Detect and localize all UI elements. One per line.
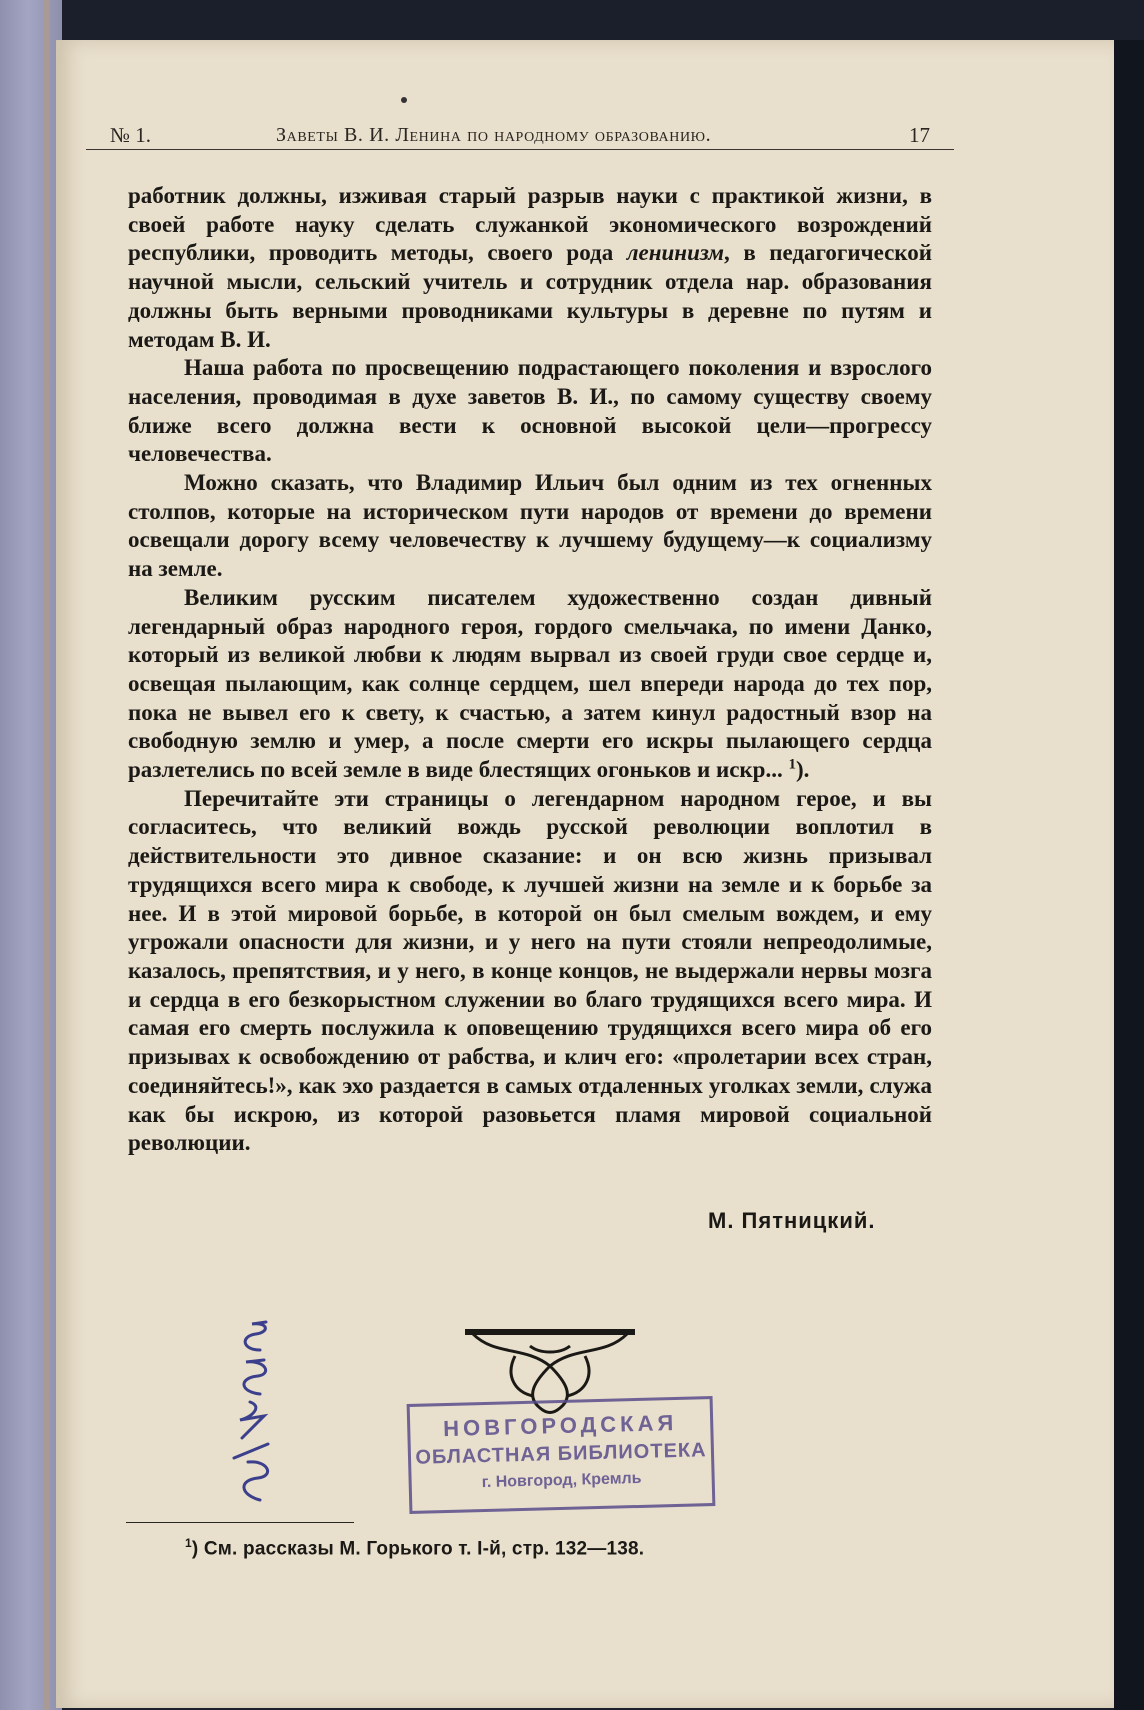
stamp-line-1: НОВГОРОДСКАЯ — [442, 1409, 678, 1442]
running-header — [86, 119, 954, 150]
page-number: 17 — [909, 123, 930, 147]
stamp-line-2: ОБЛАСТНАЯ БИБЛИОТЕКА — [415, 1439, 707, 1469]
paragraph-4 — [128, 584, 932, 785]
emphasis-leninism: ленинизм — [626, 240, 725, 266]
paragraph-5: Перечитайте эти страницы о легендарном народном герое, и вы согласитесь, что великий вождь русской революции воплотил в действительности это дивное сказание: и он всю жизнь призывал трудящихся всего мира к свободе, к лучшей жизни на земле и к борьбе за нее. И в этой мировой борьбе, в которой он был смелым вождем, и ему угрожали опасности для жизни, и у него на пути стояли непреодолимые, казалось, препятствия, и у него, в конце концов, не выдержали нервы мозга и сердца в его безкорыстном служении во благо трудящихся всего мира. И самая его смерть послужила к оповещению трудящихся всего мира об его призывах к освобождению от рабства, и клич его: «пролетарии всех стран, соединяйтесь!», как эхо раздается в самых отдаленных уголках земли, служа как бы искрою, из которой разовьется пламя мировой социальной революции. — [128, 785, 932, 1156]
library-stamp — [407, 1396, 716, 1514]
author-signature: М. Пятницкий. — [708, 1208, 876, 1233]
footnote-mark: 1 — [185, 1536, 192, 1550]
stamp-line-3: г. Новгород, Кремль — [481, 1469, 642, 1492]
issue-number: № 1. — [110, 123, 152, 147]
binding-spine — [44, 0, 50, 1710]
article-body — [128, 182, 932, 1158]
book-cover-edge — [0, 0, 62, 1710]
print-dot — [401, 97, 407, 103]
handwritten-shelfmark — [220, 1320, 280, 1510]
paragraph-3: Можно сказать, что Владимир Ильич был одним из тех огненных столпов, которые на историческом пути народов от времени до времени освещали дорогу всему человечеству к лучшему будущему—к социализму на земле. — [128, 470, 932, 582]
paragraph-4-text: Великим русским писателем художественно создан дивный легендарный образ народного героя, гордого смельчака, по имени Данко, который из великой любви к людям вырвал из своей груди свое сердце и, освещая пылающим, как солнце сердцем, шел впереди народа до тех пор, пока не вывел его к свету, к счастью, а затем кинул радостный взор на свободную землю и умер, а после смерти его искры пылающего сердца разлетелись по всей земле в виде блестящих огоньков и искр... — [128, 584, 932, 783]
paragraph-4-tail: ). — [795, 757, 810, 783]
footnote — [185, 1536, 644, 1560]
paragraph-1-tail: , в педагогической научной мысли, сельский учитель и сотрудник отдела нар. образования должны быть верными проводниками культуры в деревне по путям и методам В. И. — [128, 240, 932, 352]
running-title: Заветы В. И. Ленина по народному образованию. — [276, 124, 712, 146]
paragraph-2: Наша работа по просвещению подрастающего поколения и взрослого населения, проводимая в духе заветов В. И., по самому существу своему ближе всего должна вести к основной высокой цели—прогрессу человечества. — [128, 355, 932, 467]
footnote-reference: 1 — [788, 756, 796, 773]
scan-background-edge — [1114, 40, 1144, 1710]
paragraph-1 — [128, 182, 932, 354]
footnote-divider — [126, 1522, 354, 1523]
footnote-text: ) См. рассказы М. Горького т. I-й, стр. 132—138. — [191, 1538, 645, 1560]
paragraph-1-text: работник должны, изживая старый разрыв науки с практикой жизни, в своей работе науку сделать служанкой экономического возрождений республики, проводить методы, своего рода — [128, 183, 932, 266]
